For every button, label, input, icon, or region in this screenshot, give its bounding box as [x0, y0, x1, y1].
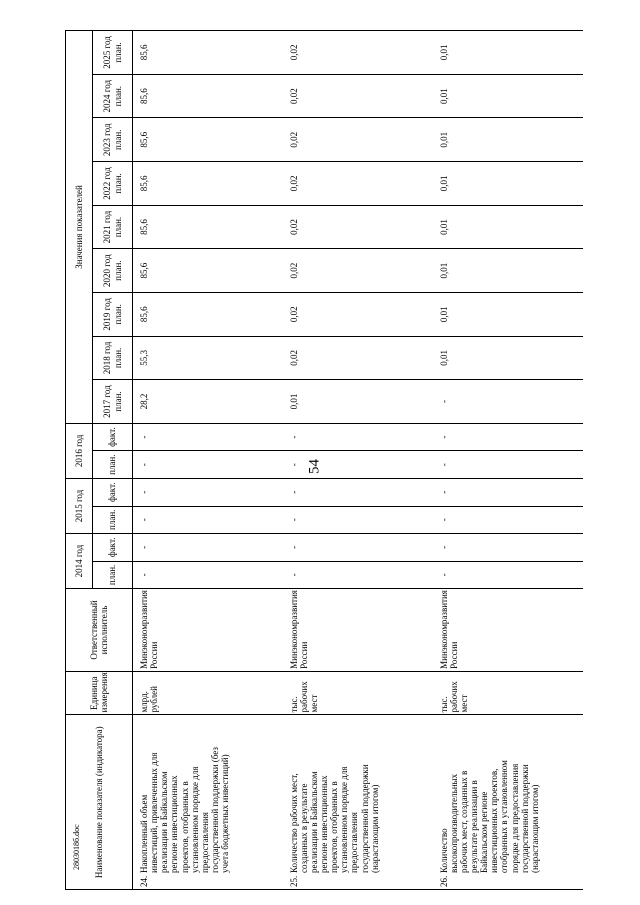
- indicator-table: [65, 30, 583, 890]
- value-cell: -: [133, 423, 283, 451]
- indicator-name-cell: [283, 715, 433, 890]
- value-cell: -: [283, 478, 433, 506]
- value-cell: -: [283, 506, 433, 534]
- responsible-cell: Минэкономразвития России: [133, 589, 283, 672]
- indicator-name-cell: [133, 715, 283, 890]
- value-cell: 85,6: [133, 292, 283, 336]
- value-cell: 0,02: [283, 249, 433, 293]
- value-cell: 85,6: [133, 74, 283, 118]
- value-cell: 0,02: [283, 336, 433, 380]
- header-plan: план.: [93, 451, 133, 479]
- indicator-name-cell: [433, 715, 583, 890]
- row-number: 25.: [288, 875, 299, 887]
- value-cell: 0,02: [283, 74, 433, 118]
- value-cell: 28,2: [133, 380, 283, 424]
- value-cell: 85,6: [133, 249, 283, 293]
- indicator-table-sheet: [65, 30, 545, 890]
- header-year-2016: 2016 год: [66, 423, 93, 478]
- unit-cell: тыс. рабочих мест: [433, 671, 583, 715]
- value-cell: 55,3: [133, 336, 283, 380]
- header-fact: факт.: [93, 423, 133, 451]
- row-number: 26.: [438, 875, 449, 887]
- page-number: 54: [306, 459, 323, 474]
- header-plan-2023: 2023 год план.: [93, 118, 133, 162]
- indicator-name: Накопленный объем инвестиций, привлеченных для реализации в Байкальском регионе инвестиционных проектов, отобранных в установленном порядке для предоставления государственной поддержки (без учета бюджетных инвестиций): [139, 747, 231, 873]
- header-year-2015: 2015 год: [66, 478, 93, 533]
- header-year-2014: 2014 год: [66, 534, 93, 589]
- header-fact: факт.: [93, 534, 133, 562]
- header-plan-2017: 2017 год план.: [93, 380, 133, 424]
- value-cell: -: [133, 506, 283, 534]
- footer-document-code: 2803018б.doc: [72, 824, 81, 870]
- value-cell: -: [283, 561, 433, 589]
- value-cell: 85,6: [133, 31, 283, 75]
- value-cell: 0,01: [283, 380, 433, 424]
- value-cell: 0,02: [283, 205, 433, 249]
- header-plan-2020: 2020 год план.: [93, 249, 133, 293]
- responsible-cell: Минэкономразвития России: [433, 589, 583, 672]
- value-cell: -: [433, 451, 583, 479]
- header-plan-2021: 2021 год план.: [93, 205, 133, 249]
- value-cell: -: [433, 380, 583, 424]
- value-cell: -: [133, 451, 283, 479]
- value-cell: -: [133, 534, 283, 562]
- header-plan: план.: [93, 561, 133, 589]
- value-cell: 85,6: [133, 162, 283, 206]
- row-number: 24.: [139, 875, 149, 887]
- value-cell: 0,02: [283, 118, 433, 162]
- value-cell: -: [283, 423, 433, 451]
- value-cell: 0,01: [433, 74, 583, 118]
- value-cell: 0,01: [433, 118, 583, 162]
- header-plan-2024: 2024 год план.: [93, 74, 133, 118]
- value-cell: 0,02: [283, 162, 433, 206]
- table-row: [283, 31, 433, 890]
- value-cell: 0,01: [433, 249, 583, 293]
- value-cell: 0,01: [433, 31, 583, 75]
- value-cell: 85,6: [133, 118, 283, 162]
- value-cell: 0,02: [283, 292, 433, 336]
- unit-cell: тыс. рабочих мест: [283, 671, 433, 715]
- table-row: [133, 31, 283, 890]
- value-cell: -: [283, 534, 433, 562]
- header-plan-2022: 2022 год план.: [93, 162, 133, 206]
- value-cell: 0,01: [433, 162, 583, 206]
- value-cell: 0,01: [433, 292, 583, 336]
- header-plan: план.: [93, 506, 133, 534]
- value-cell: -: [433, 423, 583, 451]
- header-values-group: Значения показателей: [66, 31, 93, 424]
- header-fact: факт.: [93, 478, 133, 506]
- value-cell: -: [433, 561, 583, 589]
- value-cell: -: [433, 534, 583, 562]
- table-row: [433, 31, 583, 890]
- value-cell: 0,01: [433, 205, 583, 249]
- value-cell: 0,02: [283, 31, 433, 75]
- value-cell: 85,6: [133, 205, 283, 249]
- value-cell: -: [133, 478, 283, 506]
- header-unit: Единица измерения: [66, 671, 133, 715]
- value-cell: 0,01: [433, 336, 583, 380]
- value-cell: -: [283, 451, 433, 479]
- header-plan-2018: 2018 год план.: [93, 336, 133, 380]
- header-responsible: Ответственный исполнитель: [66, 589, 133, 672]
- value-cell: -: [433, 506, 583, 534]
- value-cell: -: [133, 561, 283, 589]
- responsible-cell: Минэкономразвития России: [283, 589, 433, 672]
- unit-cell: млрд. рублей: [133, 671, 283, 715]
- header-plan-2025: 2025 год план.: [93, 31, 133, 75]
- header-indicator-name: Наименование показателя (индикатора): [66, 715, 133, 890]
- indicator-name: Количество высокопроизводительных рабочих мест, созданных в результате реализации в Байкальском регионе инвестиционных проектов, отобранных в установленном порядке для предоставления государственной поддержки (нарастающим итогом): [438, 760, 540, 873]
- value-cell: -: [433, 478, 583, 506]
- header-plan-2019: 2019 год план.: [93, 292, 133, 336]
- indicator-name: Количество рабочих мест, созданных в результате реализации в Байкальском регионе инвестиционных проектов, отобранных в установленном порядке для предоставления государственной поддержки (нарастающим итогом): [288, 764, 380, 873]
